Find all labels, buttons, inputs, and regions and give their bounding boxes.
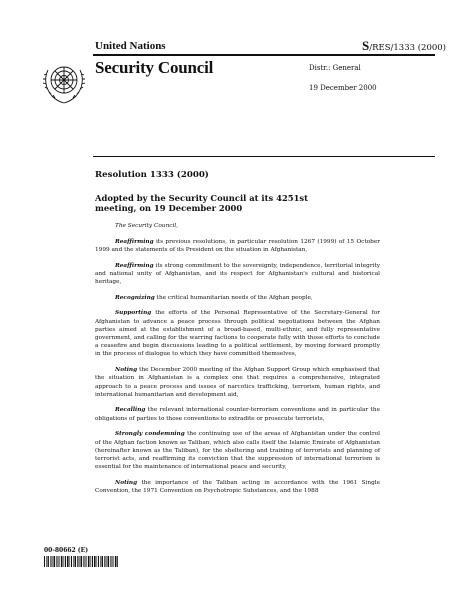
organization-name: United Nations [95, 40, 166, 52]
paragraph-text: its strong commitment to the sovereignty, independence, territorial integrity and national unity of Afghanistan, and its respect for Afghanistan's cultural and historical heritage, [95, 262, 380, 286]
document-symbol [362, 38, 446, 54]
paragraph-text: the efforts of the Personal Representative of the Secretary-General for Afghanistan to advance a peace process through political negotiations between the Afghan parties aimed at the establishment of a broad-based, multi-ethnic, and fully representative government, and calling for the warring factions to cooperate fully with those efforts to conclude a ceasefire and begin discussions leading to a political settlement, by moving forward promptly in the process of dialogue to which they have committed themselves, [95, 310, 380, 358]
preamble-paragraph [95, 406, 380, 422]
paragraph-text: its previous resolutions, in particular resolution 1267 (1999) of 15 October 1999 and the statements of its President on the situation in Afghanistan, [95, 238, 380, 253]
document-symbol-number: /RES/1333 (2000) [369, 43, 446, 53]
paragraph-lead: Recalling [115, 407, 146, 414]
preamble-paragraph [95, 262, 380, 287]
document-date: 19 December 2000 [309, 84, 377, 92]
council-name: Security Council [95, 58, 214, 77]
preamble-paragraph [95, 294, 380, 302]
paragraph-lead: Strongly condemning [115, 431, 185, 438]
header-rule [93, 54, 435, 56]
paragraph-lead: Noting [115, 479, 138, 486]
barcode-icon [44, 556, 118, 567]
preamble-paragraph [95, 479, 380, 495]
paragraph-text: the December 2000 meeting of the Afghan Support Group which emphasised that the situation in Afghanistan is a complex one that requires a comprehensive, integrated approach to a peace process and issues of narcotics trafficking, terrorism, human rights, and international humanitarian and development aid, [95, 367, 380, 398]
paragraph-text: the importance of the Taliban acting in accordance with the 1961 Single Convention, the 1971 Convention on Psychotropic Substances, and the 1988 [95, 479, 380, 495]
header-bottom-rule [93, 156, 435, 157]
preamble-paragraph [95, 366, 380, 399]
paragraph-text: the critical humanitarian needs of the Afghan people, [154, 294, 313, 301]
preamble-opening [95, 222, 380, 230]
paragraph-lead: Recognizing [115, 294, 155, 301]
paragraph-text: the continuing use of the areas of Afghanistan under the control of the Afghan faction known as Taliban, which also calls itself the Islamic Emirate of Afghanistan (hereinafter known as the Taliban), for the sheltering and training of terrorists and planning of terrorist acts, and reaffirming its conviction that the suppression of international terrorism is essential for the maintenance of international peace and security, [95, 431, 380, 471]
document-symbol-prefix: S [362, 38, 370, 53]
paragraph-lead: Reaffirming [115, 238, 154, 245]
paragraph-lead: Supporting [115, 310, 152, 317]
preamble-paragraph [95, 430, 380, 471]
paragraph-text: The Security Council, [115, 223, 179, 229]
resolution-title: Resolution 1333 (2000) [95, 170, 209, 180]
paragraph-lead: Reaffirming [115, 262, 154, 269]
job-number: 00-80662 (E) [44, 547, 89, 554]
distribution-label: Distr.: General [309, 64, 361, 72]
preamble-paragraph [95, 238, 380, 254]
paragraph-lead: Noting [115, 367, 138, 374]
paragraph-text: the relevant international counter-terrorism conventions and in particular the obligations of parties to those conventions to extradite or prosecute terrorists, [95, 407, 380, 422]
adoption-statement: Adopted by the Security Council at its 4251st meeting, on 19 December 2000 [95, 193, 309, 213]
un-emblem-icon [40, 58, 88, 106]
preamble-paragraph [95, 309, 380, 358]
resolution-body [95, 222, 380, 503]
